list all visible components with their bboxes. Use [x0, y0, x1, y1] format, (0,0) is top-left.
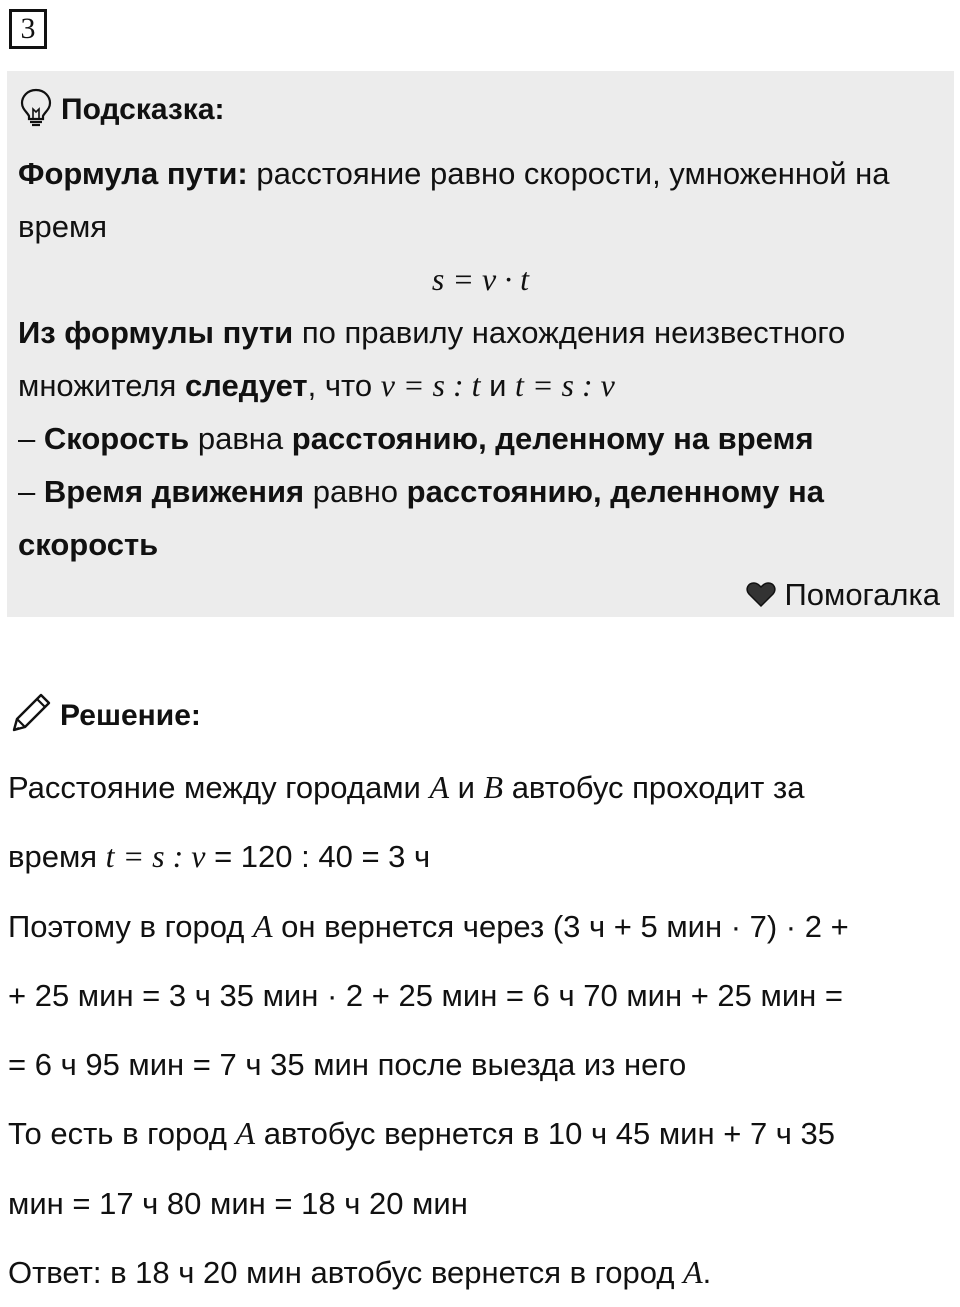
time-formula: t = s : v: [515, 367, 615, 403]
hint-text: расстояние равно скорости, умноженной на время: [18, 156, 890, 244]
city-a-symbol: A: [235, 1115, 256, 1152]
speed-formula: v = s : t: [380, 367, 481, 403]
hint-text: по правилу нахождения неизвестного множителя: [18, 315, 846, 403]
hint-text: , что: [307, 368, 381, 403]
answer-text: Ответ: в 18 ч 20 мин автобус вернется в город: [8, 1255, 684, 1291]
hint-header: [19, 87, 225, 132]
city-a-symbol: A: [429, 769, 449, 805]
solution-line: = 6 ч 95 мин = 7 ч 35 мин после выезда из него: [8, 1047, 687, 1083]
hint-paragraph-derived: [18, 306, 943, 412]
city-a-symbol: A: [252, 907, 273, 944]
solution-line: [8, 753, 953, 822]
hint-bold-text: расстоянию, деленному на время: [291, 421, 814, 456]
solution-title: Решение:: [60, 698, 201, 732]
answer-text: .: [702, 1255, 712, 1291]
hint-title: Подсказка:: [61, 92, 225, 126]
solution-text: = 120 : 40 = 3 ч: [205, 839, 431, 875]
solution-text: То есть в город: [8, 1116, 236, 1152]
hint-bold-text: Время движения: [43, 474, 305, 509]
hint-bold-text: расстоянию, деленному на скорость: [18, 474, 824, 562]
solution-text: автобус проходит за: [503, 770, 805, 805]
solution-line: [8, 822, 953, 891]
answer-line: [8, 1238, 953, 1307]
hint-bold-text: следует: [184, 368, 308, 403]
dash: –: [18, 474, 44, 509]
city-a-symbol: A: [683, 1254, 703, 1291]
path-formula: s = v · t: [431, 261, 530, 297]
pencil-icon: [8, 690, 54, 741]
hint-body: [18, 147, 943, 571]
solution-text: автобус вернется в 10 ч 45 мин + 7 ч 35: [255, 1116, 836, 1152]
solution-text: время: [8, 839, 106, 875]
solution-text: он вернется через (3 ч + 5 мин · 7) · 2 +: [272, 908, 849, 944]
solution-line: + 25 мин = 3 ч 35 мин · 2 + 25 мин = 6 ч 70 мин + 25 мин =: [8, 977, 843, 1013]
solution-text: и: [448, 770, 484, 805]
solution-line: [8, 1099, 953, 1168]
solution-text: Расстояние между городами: [8, 770, 430, 805]
solution-line: мин = 17 ч 80 мин = 18 ч 20 мин: [8, 1185, 468, 1221]
hint-text: и: [480, 368, 516, 403]
city-b-symbol: B: [483, 769, 504, 805]
task-number: 3: [9, 9, 47, 49]
hint-text: равна: [189, 421, 292, 456]
solution-body: [8, 753, 953, 1307]
hint-bold-formula-label: Формула пути:: [18, 156, 248, 191]
hint-item-time: [18, 465, 943, 571]
hint-paragraph-formula: [18, 147, 943, 253]
hint-box: [7, 71, 954, 617]
hint-bold-text: Из формулы пути: [18, 315, 294, 350]
solution-header: [8, 690, 201, 741]
hint-item-speed: [18, 412, 943, 465]
hint-bold-text: Скорость: [43, 421, 190, 456]
heart-icon: [746, 582, 776, 608]
hint-text: равно: [304, 474, 407, 509]
signature: [746, 577, 940, 613]
time-formula: t = s : v: [105, 838, 206, 875]
dash: –: [18, 421, 44, 456]
solution-line: [8, 892, 953, 961]
solution-text: Поэтому в город: [8, 908, 253, 944]
signature-text: Помогалка: [784, 577, 940, 612]
lightbulb-icon: [19, 87, 53, 132]
